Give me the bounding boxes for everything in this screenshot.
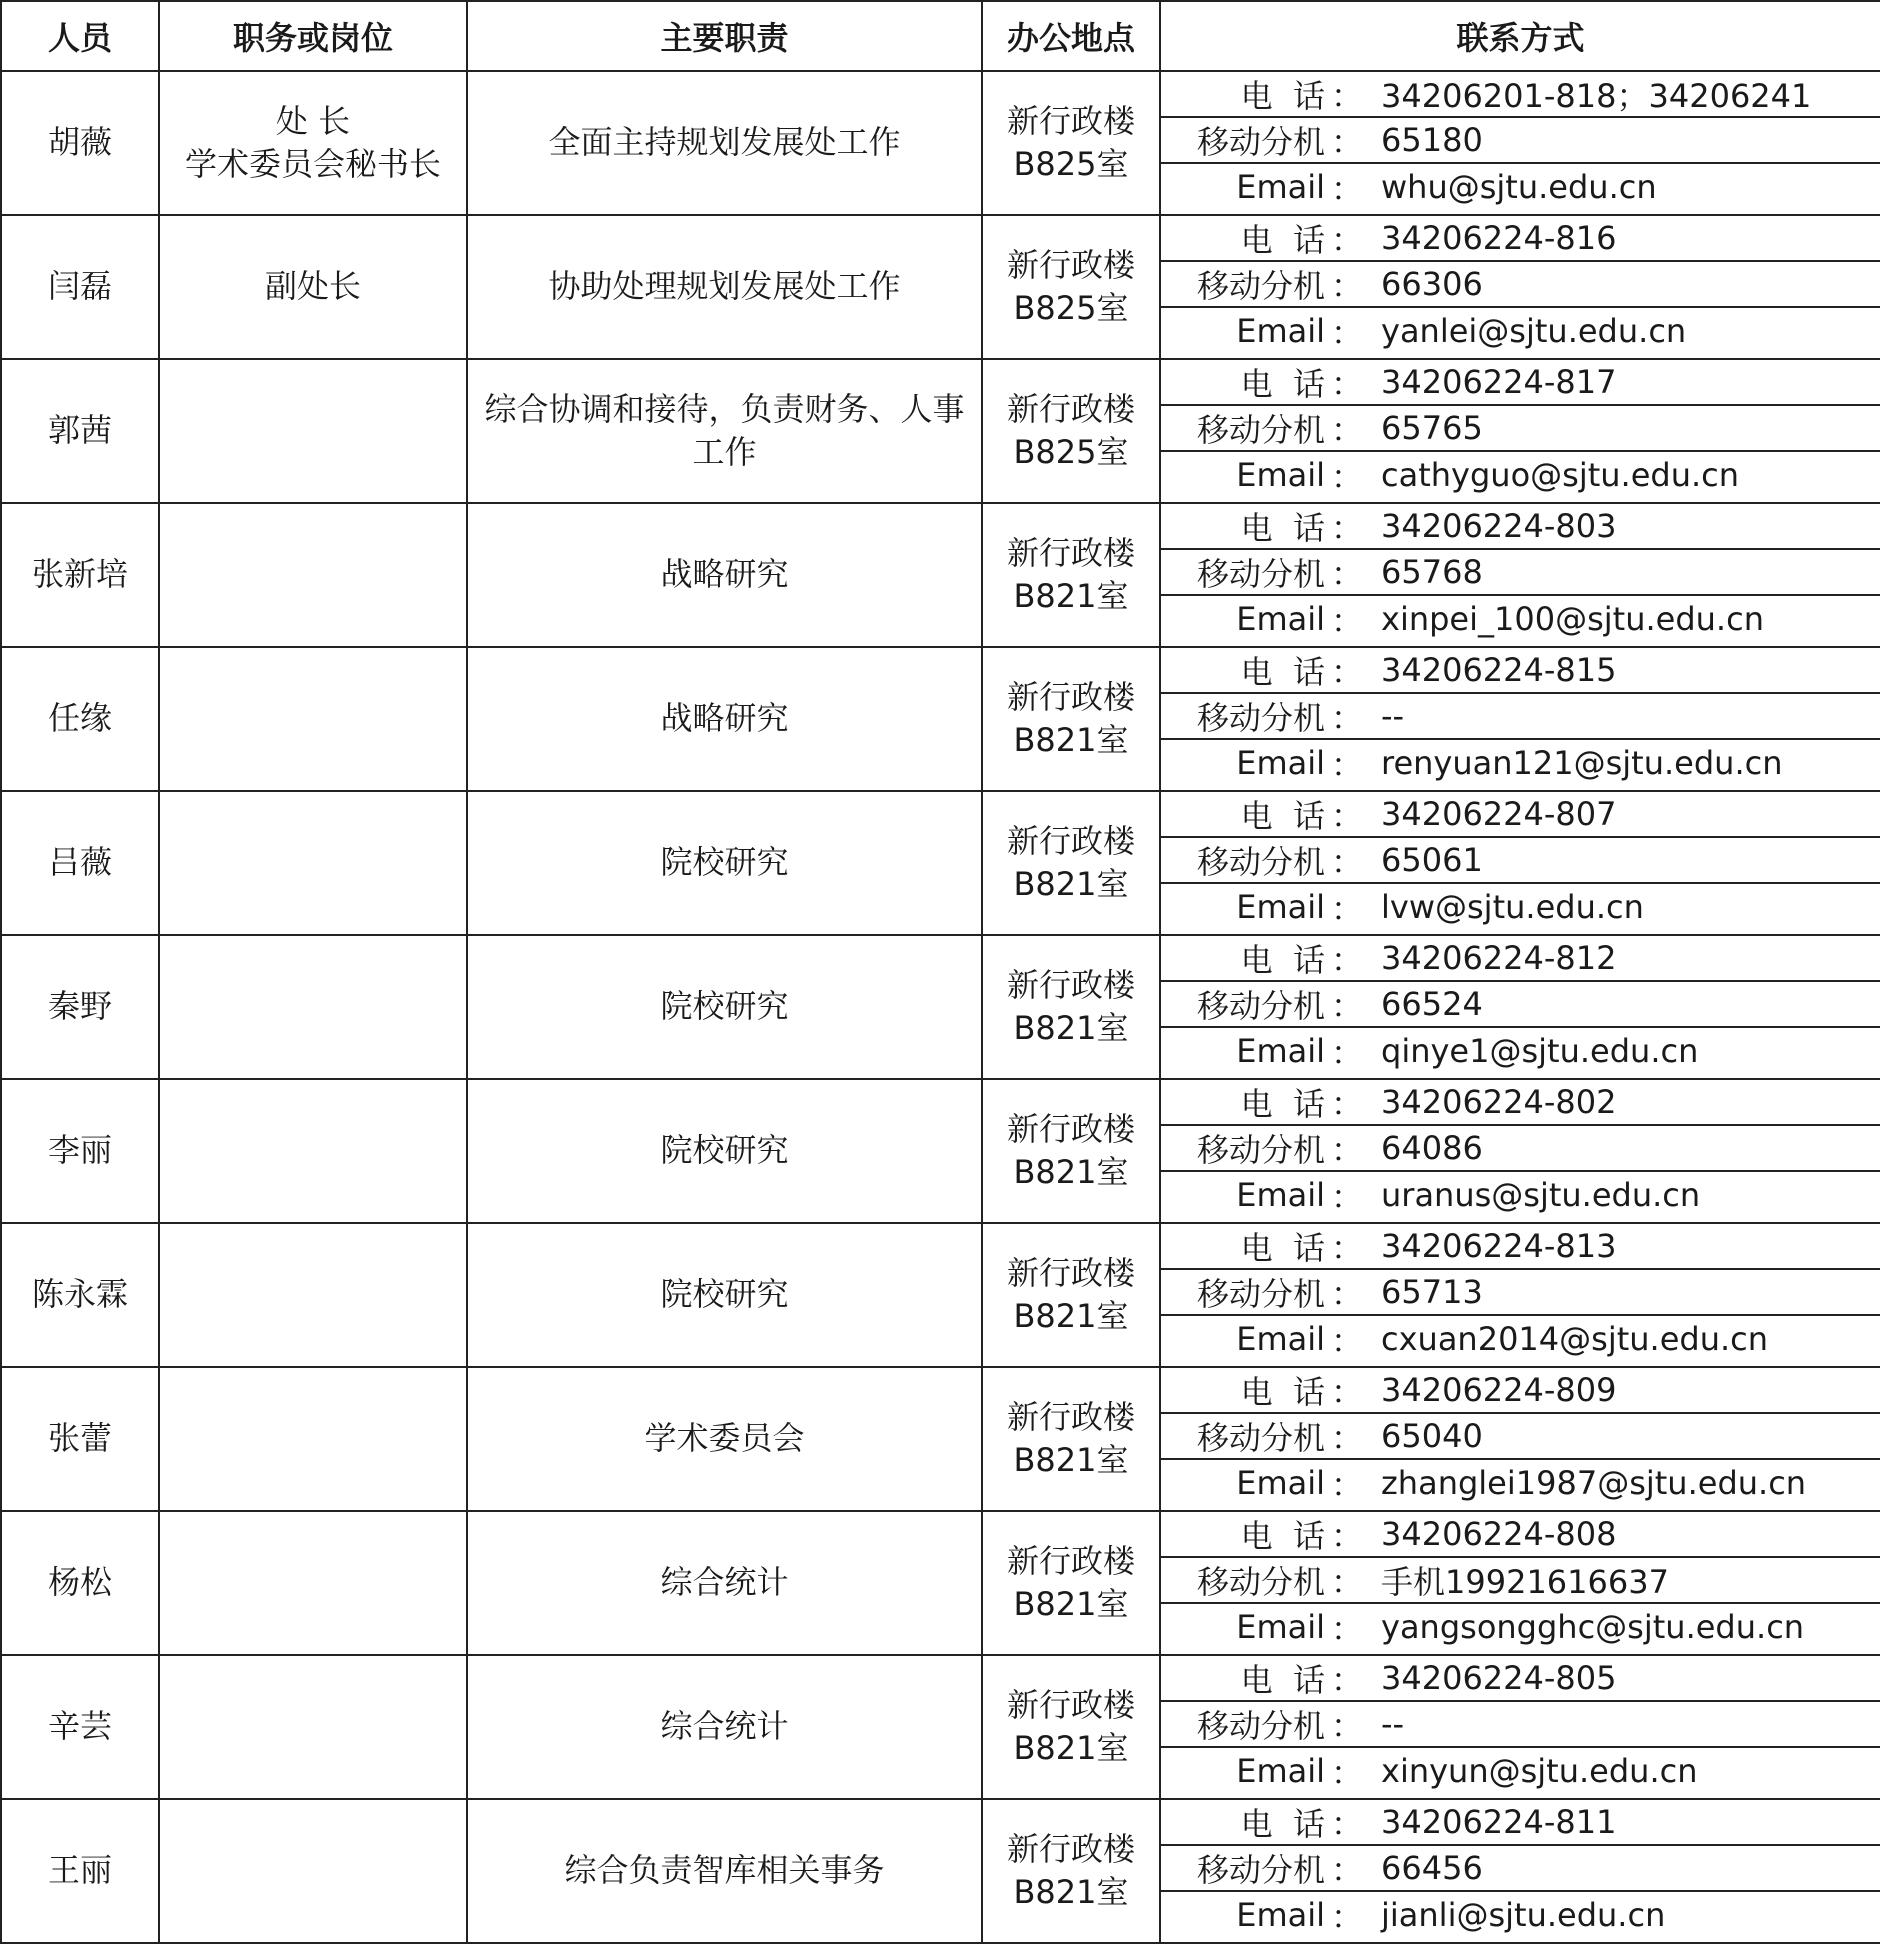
colon: ： — [1331, 1610, 1364, 1648]
position-cell — [159, 1223, 467, 1367]
office-cell — [982, 503, 1160, 647]
position-cell — [159, 1799, 467, 1943]
colon: ： — [1331, 1034, 1364, 1072]
colon: ： — [1331, 1563, 1364, 1601]
duty-cell — [467, 647, 982, 791]
phone-line — [1161, 1800, 1880, 1846]
duty-line: 综合统计 — [660, 1563, 789, 1602]
duty-cell — [467, 935, 982, 1079]
office-line: 新行政楼 — [1006, 677, 1135, 716]
table-row — [1, 1655, 1880, 1799]
office-line: B821室 — [1013, 1297, 1129, 1335]
office-line: B821室 — [1013, 865, 1129, 903]
office-line: B821室 — [1013, 1585, 1129, 1623]
email-line — [1161, 740, 1880, 786]
duty-line: 综合统计 — [660, 1707, 789, 1746]
contact-cell — [1160, 935, 1880, 1079]
email-label: Email — [1236, 600, 1325, 638]
phone-label: 电 话 — [1240, 365, 1325, 403]
duty-cell — [467, 1511, 982, 1655]
mobile-value: -- — [1381, 697, 1405, 735]
office-line: 新行政楼 — [1006, 1829, 1135, 1868]
mobile-extension-line — [1161, 262, 1880, 308]
colon: ： — [1331, 746, 1364, 784]
position-cell — [159, 647, 467, 791]
office-cell — [982, 935, 1160, 1079]
mobile-extension-line — [1161, 550, 1880, 596]
position-cell — [159, 71, 467, 215]
email-label: Email — [1236, 1464, 1325, 1502]
phone-value: 34206224-815 — [1381, 651, 1617, 689]
mobile-extension-line — [1161, 1846, 1880, 1892]
office-line: 新行政楼 — [1006, 965, 1135, 1004]
position-cell — [159, 1655, 467, 1799]
email-label: Email — [1236, 1608, 1325, 1646]
email-line — [1161, 1172, 1880, 1218]
office-cell — [982, 791, 1160, 935]
duty-line: 院校研究 — [660, 987, 789, 1026]
colon: ： — [1331, 1275, 1364, 1313]
email-label: Email — [1236, 888, 1325, 926]
email-value[interactable]: jianli@sjtu.edu.cn — [1381, 1896, 1666, 1934]
office-line: B821室 — [1013, 721, 1129, 759]
duty-cell — [467, 1799, 982, 1943]
phone-value: 34206224-816 — [1381, 219, 1617, 257]
duty-line: 院校研究 — [660, 843, 789, 882]
contact-cell — [1160, 647, 1880, 791]
office-line: 新行政楼 — [1006, 533, 1135, 572]
phone-line — [1161, 792, 1880, 838]
person-name: 胡薇 — [1, 71, 159, 215]
email-value[interactable]: cxuan2014@sjtu.edu.cn — [1381, 1320, 1769, 1358]
duty-line: 战略研究 — [660, 555, 789, 594]
mobile-extension-line — [1161, 1702, 1880, 1748]
phone-label: 电 话 — [1240, 221, 1325, 259]
email-label: Email — [1236, 312, 1325, 350]
mobile-value: 66306 — [1381, 265, 1483, 303]
contact-cell — [1160, 359, 1880, 503]
mobile-label: 移动分机 — [1196, 1563, 1325, 1601]
duty-line: 工作 — [692, 433, 757, 471]
office-line: B825室 — [1013, 289, 1129, 327]
colon: ： — [1331, 123, 1364, 161]
office-cell — [982, 71, 1160, 215]
email-label: Email — [1236, 1320, 1325, 1358]
email-line — [1161, 1316, 1880, 1362]
colon: ： — [1331, 941, 1364, 979]
email-line — [1161, 884, 1880, 930]
duty-cell — [467, 1367, 982, 1511]
table-row — [1, 1799, 1880, 1943]
header-duties: 主要职责 — [467, 1, 982, 71]
colon: ： — [1331, 221, 1364, 259]
office-cell — [982, 1511, 1160, 1655]
duty-line: 院校研究 — [660, 1275, 789, 1314]
duty-line: 学术委员会 — [644, 1419, 805, 1458]
colon: ： — [1331, 1131, 1364, 1169]
email-line — [1161, 1604, 1880, 1650]
mobile-value: 66456 — [1381, 1849, 1483, 1887]
position-cell — [159, 791, 467, 935]
email-value[interactable]: renyuan121@sjtu.edu.cn — [1381, 744, 1783, 782]
email-value[interactable]: whu@sjtu.edu.cn — [1381, 168, 1657, 206]
phone-line — [1161, 936, 1880, 982]
mobile-value: 65180 — [1381, 121, 1483, 159]
phone-value: 34206224-813 — [1381, 1227, 1617, 1265]
person-name: 陈永霖 — [1, 1223, 159, 1367]
phone-line — [1161, 1080, 1880, 1126]
mobile-label: 移动分机 — [1196, 555, 1325, 593]
phone-label: 电 话 — [1240, 1085, 1325, 1123]
duty-cell — [467, 1223, 982, 1367]
office-cell — [982, 215, 1160, 359]
table-row — [1, 1367, 1880, 1511]
colon: ： — [1331, 77, 1364, 115]
colon: ： — [1331, 314, 1364, 352]
mobile-value: 64086 — [1381, 1129, 1483, 1167]
office-line: 新行政楼 — [1006, 1253, 1135, 1292]
colon: ： — [1331, 555, 1364, 593]
phone-line — [1161, 648, 1880, 694]
colon: ： — [1331, 1517, 1364, 1555]
phone-line — [1161, 1656, 1880, 1702]
duty-cell — [467, 791, 982, 935]
mobile-label: 移动分机 — [1196, 987, 1325, 1025]
colon: ： — [1331, 411, 1364, 449]
duty-line: 协助处理规划发展处工作 — [548, 267, 901, 306]
colon: ： — [1331, 602, 1364, 640]
header-contact: 联系方式 — [1160, 1, 1880, 71]
person-name: 李丽 — [1, 1079, 159, 1223]
contact-cell — [1160, 1079, 1880, 1223]
contact-cell — [1160, 1655, 1880, 1799]
phone-value: 34206201-818；34206241 — [1381, 77, 1812, 115]
mobile-extension-line — [1161, 694, 1880, 740]
table-row — [1, 359, 1880, 503]
position-line: 副处长 — [264, 267, 361, 306]
contact-cell — [1160, 1799, 1880, 1943]
contact-cell — [1160, 503, 1880, 647]
office-line: B821室 — [1013, 1873, 1129, 1911]
duty-cell — [467, 71, 982, 215]
colon: ： — [1331, 1373, 1364, 1411]
mobile-label: 移动分机 — [1196, 267, 1325, 305]
office-line: 新行政楼 — [1006, 245, 1135, 284]
colon: ： — [1331, 1707, 1364, 1745]
duty-cell — [467, 359, 982, 503]
email-value[interactable]: xinyun@sjtu.edu.cn — [1381, 1752, 1698, 1790]
phone-value: 34206224-802 — [1381, 1083, 1617, 1121]
duty-line: 战略研究 — [660, 699, 789, 738]
contact-cell — [1160, 215, 1880, 359]
colon: ： — [1331, 1805, 1364, 1843]
table-row — [1, 647, 1880, 791]
office-line: B821室 — [1013, 577, 1129, 615]
position-cell — [159, 1511, 467, 1655]
email-value[interactable]: yanlei@sjtu.edu.cn — [1381, 312, 1687, 350]
phone-value: 34206224-817 — [1381, 363, 1617, 401]
email-line — [1161, 1748, 1880, 1794]
email-value[interactable]: xinpei_100@sjtu.edu.cn — [1381, 600, 1764, 638]
colon: ： — [1331, 1229, 1364, 1267]
colon: ： — [1331, 1419, 1364, 1457]
table-row — [1, 1079, 1880, 1223]
duty-cell — [467, 215, 982, 359]
person-name: 张新培 — [1, 503, 159, 647]
email-label: Email — [1236, 1896, 1325, 1934]
office-line: 新行政楼 — [1006, 101, 1135, 140]
colon: ： — [1331, 1178, 1364, 1216]
phone-line — [1161, 360, 1880, 406]
person-name: 闫磊 — [1, 215, 159, 359]
office-cell — [982, 1079, 1160, 1223]
colon: ： — [1331, 797, 1364, 835]
contact-cell — [1160, 1223, 1880, 1367]
colon: ： — [1331, 509, 1364, 547]
email-value[interactable]: yangsongghc@sjtu.edu.cn — [1381, 1608, 1805, 1646]
person-name: 吕薇 — [1, 791, 159, 935]
phone-line — [1161, 72, 1880, 118]
position-line: 处 长 — [275, 101, 351, 140]
mobile-label: 移动分机 — [1196, 699, 1325, 737]
mobile-extension-line — [1161, 1558, 1880, 1604]
phone-label: 电 话 — [1240, 1661, 1325, 1699]
phone-label: 电 话 — [1240, 1517, 1325, 1555]
mobile-label: 移动分机 — [1196, 123, 1325, 161]
email-label: Email — [1236, 1752, 1325, 1790]
office-cell — [982, 647, 1160, 791]
phone-value: 34206224-805 — [1381, 1659, 1617, 1697]
email-line — [1161, 308, 1880, 354]
table-row — [1, 503, 1880, 647]
phone-line — [1161, 1512, 1880, 1558]
table-row — [1, 791, 1880, 935]
person-name: 辛芸 — [1, 1655, 159, 1799]
office-line: 新行政楼 — [1006, 389, 1135, 428]
mobile-extension-line — [1161, 406, 1880, 452]
phone-label: 电 话 — [1240, 509, 1325, 547]
office-cell — [982, 1367, 1160, 1511]
phone-line — [1161, 1368, 1880, 1414]
phone-value: 34206224-809 — [1381, 1371, 1617, 1409]
office-cell — [982, 1799, 1160, 1943]
office-line: B821室 — [1013, 1009, 1129, 1047]
mobile-label: 移动分机 — [1196, 1275, 1325, 1313]
office-line: B825室 — [1013, 433, 1129, 471]
colon: ： — [1331, 890, 1364, 928]
duty-line: 院校研究 — [660, 1131, 789, 1170]
email-line — [1161, 164, 1880, 210]
colon: ： — [1331, 987, 1364, 1025]
phone-label: 电 话 — [1240, 797, 1325, 835]
office-line: 新行政楼 — [1006, 821, 1135, 860]
mobile-value: 65768 — [1381, 553, 1483, 591]
duty-cell — [467, 1655, 982, 1799]
mobile-value: 手机19921616637 — [1381, 1563, 1669, 1601]
person-name: 任缘 — [1, 647, 159, 791]
phone-label: 电 话 — [1240, 77, 1325, 115]
position-cell — [159, 935, 467, 1079]
email-label: Email — [1236, 168, 1325, 206]
phone-line — [1161, 504, 1880, 550]
mobile-label: 移动分机 — [1196, 411, 1325, 449]
person-name: 杨松 — [1, 1511, 159, 1655]
mobile-extension-line — [1161, 838, 1880, 884]
office-cell — [982, 359, 1160, 503]
phone-value: 34206224-808 — [1381, 1515, 1617, 1553]
phone-value: 34206224-812 — [1381, 939, 1617, 977]
mobile-value: 65713 — [1381, 1273, 1483, 1311]
position-cell — [159, 215, 467, 359]
email-value[interactable]: lvw@sjtu.edu.cn — [1381, 888, 1644, 926]
phone-value: 34206224-807 — [1381, 795, 1617, 833]
colon: ： — [1331, 1322, 1364, 1360]
mobile-extension-line — [1161, 1414, 1880, 1460]
office-line: B825室 — [1013, 145, 1129, 183]
mobile-value: 66524 — [1381, 985, 1483, 1023]
mobile-label: 移动分机 — [1196, 1419, 1325, 1457]
duty-cell — [467, 503, 982, 647]
duty-cell — [467, 1079, 982, 1223]
contact-cell — [1160, 791, 1880, 935]
person-name: 秦野 — [1, 935, 159, 1079]
colon: ： — [1331, 1898, 1364, 1936]
mobile-value: 65040 — [1381, 1417, 1483, 1455]
position-cell — [159, 503, 467, 647]
mobile-value: 65765 — [1381, 409, 1483, 447]
person-name: 王丽 — [1, 1799, 159, 1943]
mobile-extension-line — [1161, 982, 1880, 1028]
contact-cell — [1160, 71, 1880, 215]
office-line: 新行政楼 — [1006, 1109, 1135, 1148]
colon: ： — [1331, 653, 1364, 691]
email-value[interactable]: zhanglei1987@sjtu.edu.cn — [1381, 1464, 1807, 1502]
table-row — [1, 1223, 1880, 1367]
phone-line — [1161, 216, 1880, 262]
phone-label: 电 话 — [1240, 941, 1325, 979]
phone-label: 电 话 — [1240, 653, 1325, 691]
table-row — [1, 215, 1880, 359]
contact-cell — [1160, 1511, 1880, 1655]
phone-line — [1161, 1224, 1880, 1270]
phone-label: 电 话 — [1240, 1229, 1325, 1267]
header-row — [1, 1, 1880, 71]
email-line — [1161, 1892, 1880, 1938]
header-office: 办公地点 — [982, 1, 1160, 71]
duty-line: 综合协调和接待，负责财务、人事 — [484, 389, 965, 428]
mobile-label: 移动分机 — [1196, 1851, 1325, 1889]
office-line: B821室 — [1013, 1729, 1129, 1767]
office-line: 新行政楼 — [1006, 1685, 1135, 1724]
colon: ： — [1331, 843, 1364, 881]
contact-cell — [1160, 1367, 1880, 1511]
person-name: 郭茜 — [1, 359, 159, 503]
colon: ： — [1331, 1851, 1364, 1889]
colon: ： — [1331, 365, 1364, 403]
person-name: 张蕾 — [1, 1367, 159, 1511]
table-row — [1, 71, 1880, 215]
colon: ： — [1331, 170, 1364, 208]
colon: ： — [1331, 267, 1364, 305]
email-label: Email — [1236, 744, 1325, 782]
header-position: 职务或岗位 — [159, 1, 467, 71]
email-label: Email — [1236, 1032, 1325, 1070]
phone-value: 34206224-803 — [1381, 507, 1617, 545]
mobile-value: 65061 — [1381, 841, 1483, 879]
colon: ： — [1331, 1661, 1364, 1699]
email-label: Email — [1236, 1176, 1325, 1214]
mobile-label: 移动分机 — [1196, 1707, 1325, 1745]
mobile-value: -- — [1381, 1705, 1405, 1743]
email-label: Email — [1236, 456, 1325, 494]
office-cell — [982, 1655, 1160, 1799]
colon: ： — [1331, 1466, 1364, 1504]
mobile-extension-line — [1161, 1126, 1880, 1172]
office-line: 新行政楼 — [1006, 1397, 1135, 1436]
colon: ： — [1331, 699, 1364, 737]
email-value[interactable]: qinye1@sjtu.edu.cn — [1381, 1032, 1699, 1070]
duty-line: 全面主持规划发展处工作 — [548, 123, 901, 162]
colon: ： — [1331, 1754, 1364, 1792]
position-cell — [159, 359, 467, 503]
duty-line: 综合负责智库相关事务 — [564, 1851, 885, 1890]
office-line: 新行政楼 — [1006, 1541, 1135, 1580]
table-row — [1, 935, 1880, 1079]
email-value[interactable]: cathyguo@sjtu.edu.cn — [1381, 456, 1740, 494]
email-line — [1161, 596, 1880, 642]
colon: ： — [1331, 458, 1364, 496]
phone-value: 34206224-811 — [1381, 1803, 1617, 1841]
email-line — [1161, 452, 1880, 498]
phone-label: 电 话 — [1240, 1373, 1325, 1411]
email-line — [1161, 1460, 1880, 1506]
position-cell — [159, 1079, 467, 1223]
office-line: B821室 — [1013, 1441, 1129, 1479]
position-line: 学术委员会秘书长 — [184, 145, 441, 183]
position-cell — [159, 1367, 467, 1511]
mobile-label: 移动分机 — [1196, 843, 1325, 881]
table-row — [1, 1511, 1880, 1655]
header-person: 人员 — [1, 1, 159, 71]
email-line — [1161, 1028, 1880, 1074]
office-cell — [982, 1223, 1160, 1367]
mobile-extension-line — [1161, 118, 1880, 164]
mobile-extension-line — [1161, 1270, 1880, 1316]
email-value[interactable]: uranus@sjtu.edu.cn — [1381, 1176, 1701, 1214]
mobile-label: 移动分机 — [1196, 1131, 1325, 1169]
phone-label: 电 话 — [1240, 1805, 1325, 1843]
colon: ： — [1331, 1085, 1364, 1123]
office-line: B821室 — [1013, 1153, 1129, 1191]
